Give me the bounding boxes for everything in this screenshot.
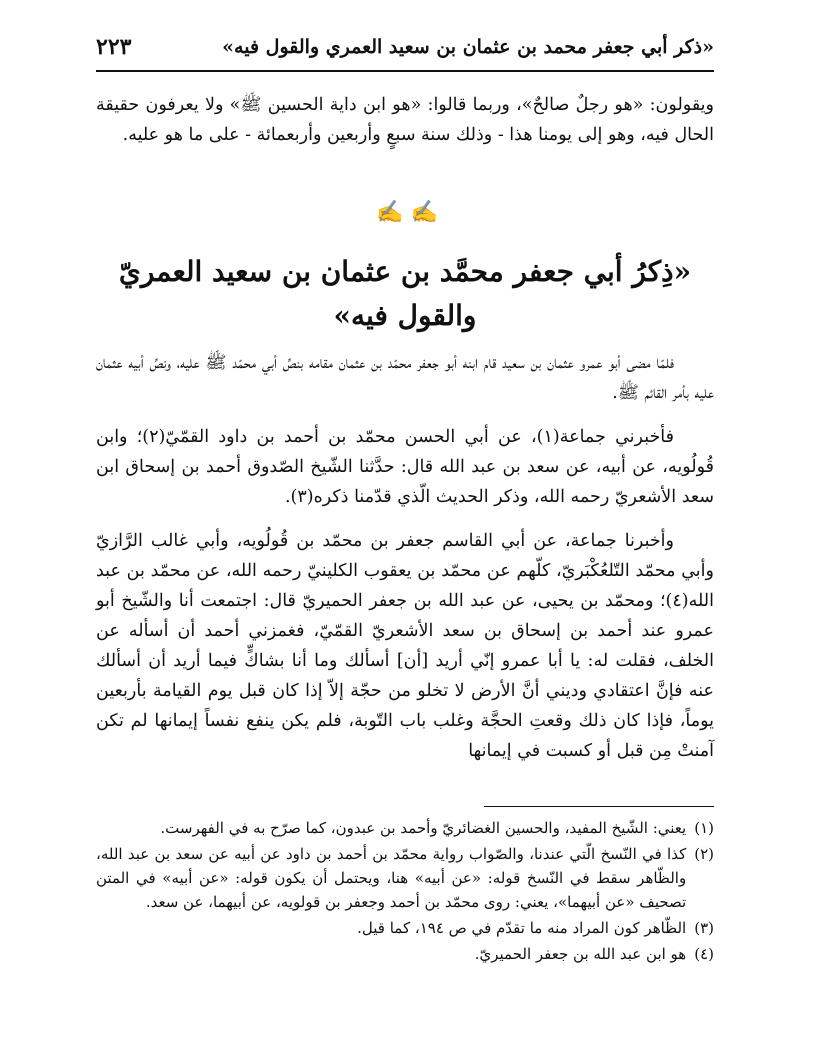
page-header <box>96 30 714 72</box>
section-heading <box>96 250 714 338</box>
footnote-text: كذا في النّسخ الّتي عندنا، والصّواب رواية محمّد بن أحمد بن داود عن أبيه عن سعد بن عبد الله، والظّاهر سقط في النّسخ قوله: «عن أبيه» هنا، ويحتمل أن يكون قوله: «عن أبيه» في المتن تصحيف «عن أبيهما»، يعني: روى محمّد بن أحمد وجعفر بن قولويه، عن أبيهما، عن سعد. <box>96 845 687 911</box>
paragraph-2: فأخبرني جماعة(١)، عن أبي الحسن محمّد بن أحمد بن داود القمّيّ(٢)؛ وابن قُولُويه، عن أبيه، عن سعد بن عبد الله قال: حدَّثنا الشّيخ الصّدوق أحمد بن إسحاق ابن سعد الأشعريّ رحمه الله، وذكر الحديث الّذي قدّمنا ذكره(٣). <box>96 427 714 507</box>
footnote-number: (٤) <box>694 945 714 963</box>
running-title: «ذكر أبي جعفر محمد بن عثمان بن سعيد العمري والقول فيه» <box>222 36 714 58</box>
footnote-text: الظّاهر كون المراد منه ما تقدّم في ص ١٩٤، كما قيل. <box>357 919 687 937</box>
intro-paragraph <box>96 90 714 150</box>
ornament-divider: ✍ ✍ <box>376 200 438 225</box>
section-heading-line-2: والقول فيه» <box>333 299 477 332</box>
footnote-1 <box>96 816 714 840</box>
page-number: ٢٢٣ <box>96 34 132 60</box>
footnote-number: (٣) <box>694 919 714 937</box>
footnote-separator <box>484 806 714 807</box>
paragraph-3: وأخبرنا جماعة، عن أبي القاسم جعفر بن محمّد بن قُولُويه، وأبي غالب الرَّازيّ وأبي محمّد التّلعُكْبَريّ، كلّهم عن محمّد بن يعقوب الكلينيّ رحمه الله، عن محمّد بن عبد الله(٤)؛ ومحمّد بن يحيى، عن عبد الله بن جعفر الحميريّ قال: اجتمعت أنا والشّيخ أبو عمرو عند أحمد بن إسحاق بن سعد الأشعريّ القمّيّ، فغمزني أحمد أن أسأله عن الخلف، فقلت له: يا أبا عمرو إنّي أريد [أن] أسألك وما أنا بشاكٍّ فيما أريد أن أسألك عنه فإنَّ اعتقادي وديني أنَّ الأرض لا تخلو من حجّة إلاّ إذا كان قبل يوم القيامة بأربعين يوماً، فإذا كان ذلك وقعتِ الحجَّة وغلب باب التّوبة، فلم يكن ينفع نفساً إيمانها لم تكن آمنتْ مِن قبل أو كسبت في إيمانها <box>96 531 714 761</box>
footnote-3 <box>96 916 714 940</box>
footnote-4 <box>96 942 714 966</box>
footnote-2 <box>96 842 714 914</box>
footnote-number: (١) <box>694 819 714 837</box>
main-text <box>96 348 714 780</box>
footnote-text: هو ابن عبد الله بن جعفر الحميريّ. <box>474 945 687 963</box>
footnote-text: يعني: الشّيخ المفيد، والحسين الغضائريّ وأحمد بن عبدون، كما صرّح به في الفهرست. <box>160 819 687 837</box>
section-heading-line-1: «ذِكرُ أبي جعفر محمَّد بن عثمان بن سعيد العمريّ <box>118 255 692 288</box>
footnotes <box>96 816 714 968</box>
intro-text: ويقولون: «هو رجلٌ صالحٌ»، وربما قالوا: «هو ابن داية الحسين ﷺ» ولا يعرفون حقيقة الحال فيه، وهو إلى يومنا هذا - وذلك سنة سبعٍ وأربعين وأربعمائة - على ما هو عليه. <box>96 95 714 145</box>
footnote-number: (٢) <box>694 845 714 863</box>
paragraph-1: فلمّا مضى أبو عمرو عثمان بن سعيد قام ابنه أبو جعفر محمّد بن عثمان مقامه بنصِّ أبي محمّد ﷺ عليه، ونصِّ أبيه عثمان عليه بأمر القائم ﷺ. <box>96 353 714 403</box>
